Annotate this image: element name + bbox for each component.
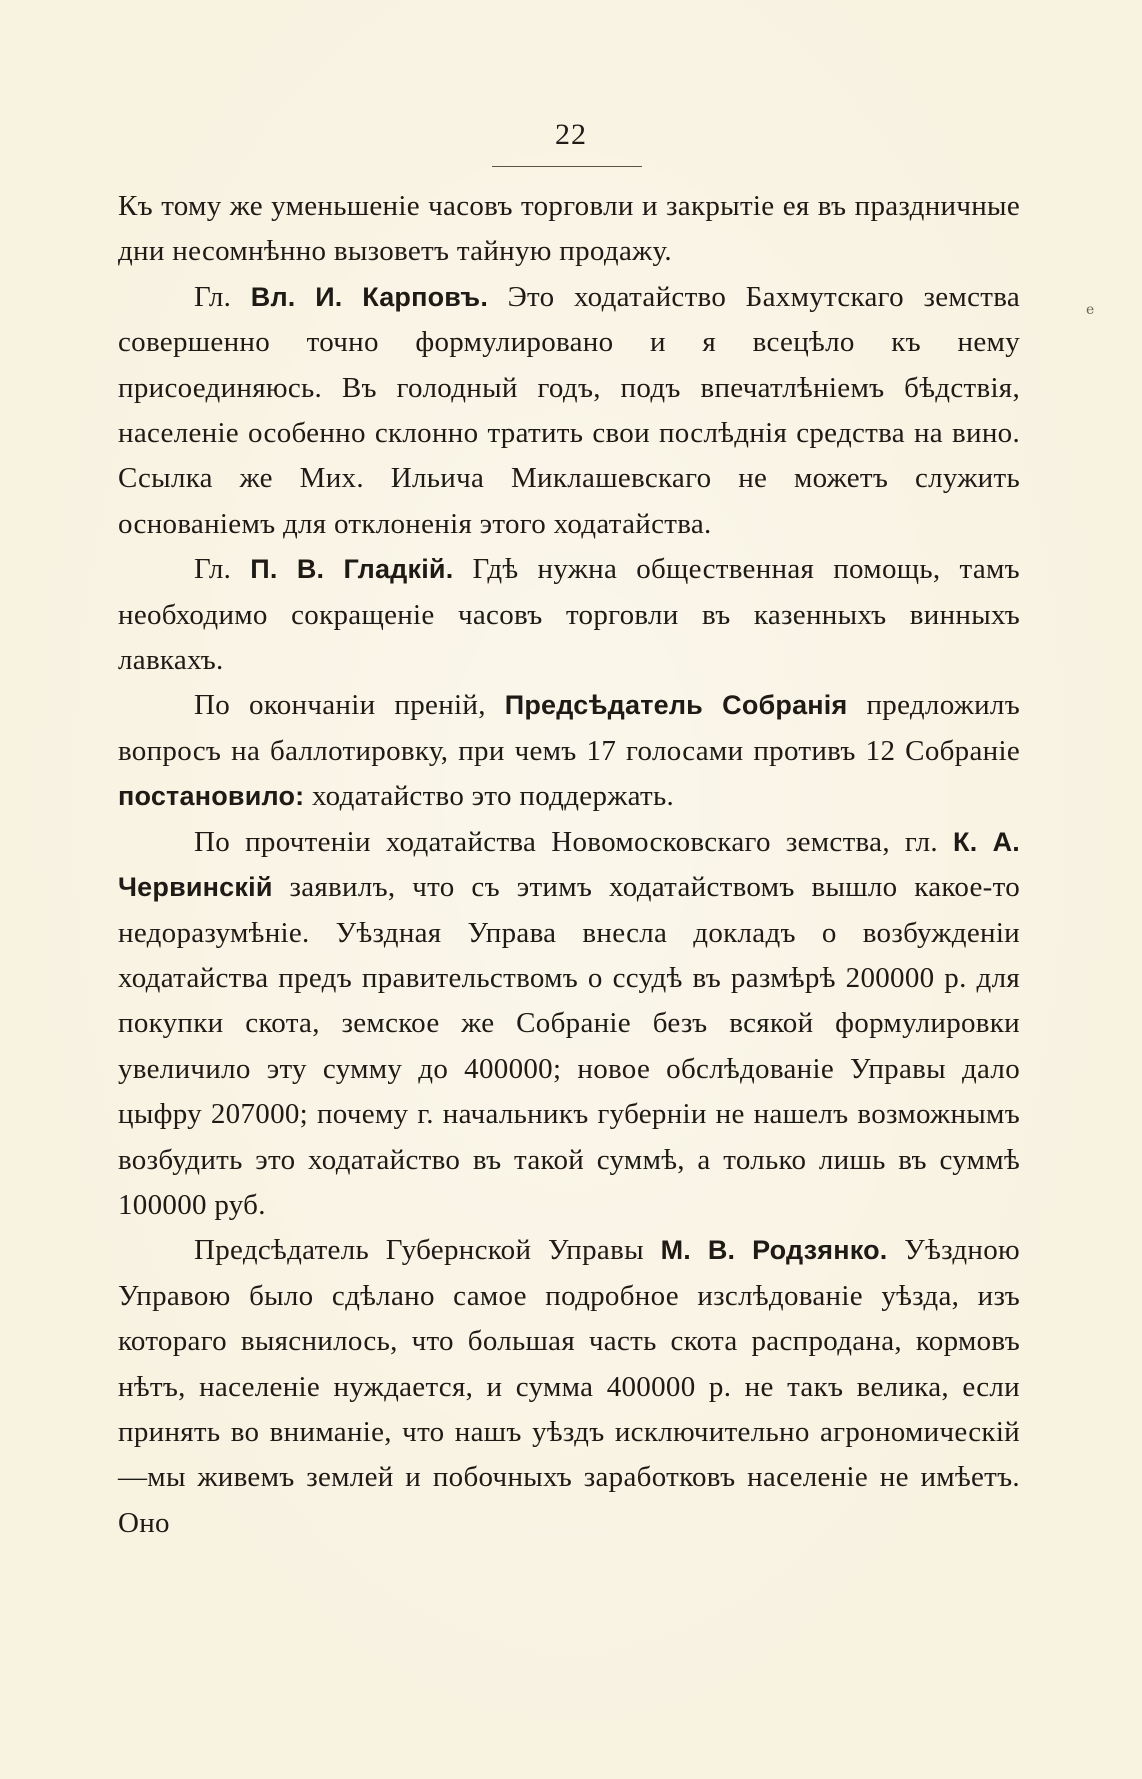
page-number: 22 <box>555 118 587 151</box>
paragraph-text: По прочтеніи ходатайства Новомосковскаго земства, гл. <box>194 825 954 858</box>
paragraph-text: Уѣздною Управою было сдѣлано самое подробное изслѣдованіе уѣзда, изъ котораго выяснилось, что большая часть скота распродана, кормовъ нѣтъ, населеніе нуждается, и сумма 400000 р. не такъ велика, если принять во вниманіе, что нашъ уѣздъ исключительно агрономическій—мы живемъ землей и побочныхъ заработковъ населеніе не имѣетъ. Оно <box>118 1234 1020 1539</box>
paragraph <box>118 683 1020 819</box>
paragraph-text: Это ходатайство Бахмутскаго земства совершенно точно формулировано и я всецѣло къ нему присоединяюсь. Въ голодный годъ, подъ впечатлѣніемъ бѣдствія, населеніе особенно склонно тратить свои послѣднія средства на вино. Ссылка же Мих. Ильича Миклашевскаго не можетъ служить основаніемъ для отклоненія этого ходатайства. <box>118 280 1020 540</box>
resolution-word: постановило: <box>118 781 305 812</box>
speaker-name: К. А. Червинскій <box>118 826 1020 903</box>
speaker-name: Предсѣдатель Собранія <box>504 690 848 721</box>
paragraph-text: Гл. <box>194 280 251 313</box>
paragraph-text: ходатайство это поддержать. <box>304 780 675 813</box>
speaker-name: Вл. И. Карповъ. <box>250 281 489 312</box>
margin-mark: e <box>1086 302 1095 318</box>
paragraph <box>118 1228 1020 1546</box>
paragraph-text: По окончаніи преній, <box>194 689 505 722</box>
paragraph <box>118 275 1020 547</box>
paragraph <box>118 820 1020 1229</box>
header-rule <box>492 166 642 167</box>
speaker-name: П. В. Гладкій. <box>250 554 454 585</box>
body-text <box>118 184 1020 1546</box>
paragraph-text: Предсѣдатель Губернской Управы <box>194 1234 661 1267</box>
speaker-name: М. В. Родзянко. <box>660 1235 888 1266</box>
paragraph-text: Гл. <box>194 553 251 586</box>
paragraph-text: Къ тому же уменьшеніе часовъ торговли и закрытіе ея въ праздничные дни несомнѣнно вызоветъ тайную продажу. <box>118 190 1020 268</box>
paragraph-text: предложилъ вопросъ на баллотировку, при чемъ 17 голосами противъ 12 Собраніе <box>118 689 1020 767</box>
paragraph-text: Гдѣ нужна общественная помощь, тамъ необходимо сокращеніе часовъ торговли въ казенныхъ винныхъ лавкахъ. <box>118 553 1020 677</box>
paragraph-text: заявилъ, что съ этимъ ходатайствомъ вышло какое-то недоразумѣніе. Уѣздная Управа внесла докладъ о возбужденіи ходатайства предъ правительствомъ о ссудѣ въ размѣрѣ 200000 р. для покупки скота, земское же Собраніе безъ всякой формулировки увеличило эту сумму до 400000; новое обслѣдованіе Управы дало цыфру 207000; почему г. начальникъ губерніи не нашелъ возможнымъ возбудить это ходатайство въ такой суммѣ, а только лишь въ суммѣ 100000 руб. <box>118 871 1020 1221</box>
paragraph <box>118 547 1020 683</box>
paragraph <box>118 184 1020 275</box>
